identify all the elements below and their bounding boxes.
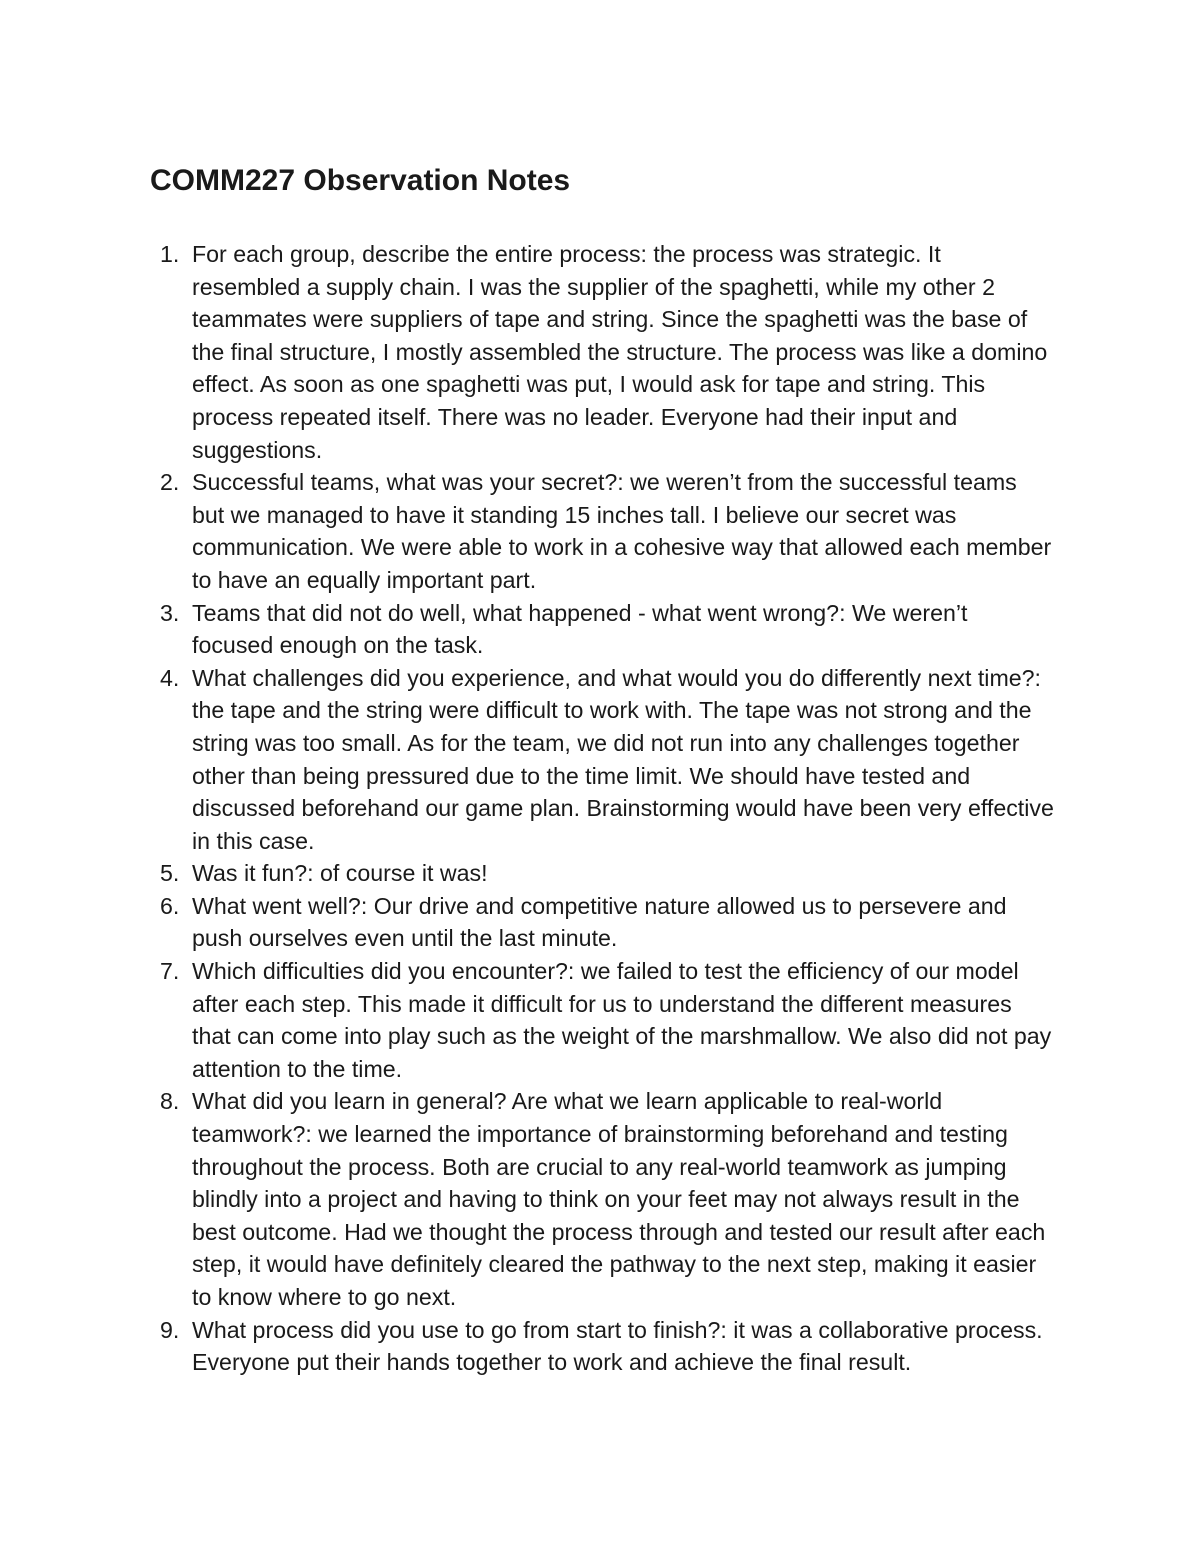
list-item-text: Was it fun?: of course it was!	[192, 860, 488, 887]
list-item-text: Which difficulties did you encounter?: we failed to test the efficiency of our model after each step. This made it difficult for us to understand the different measures that can come into play such as the weight of the marshmallow. We also did not pay attention to the time.	[192, 958, 1052, 1082]
list-item-text: Teams that did not do well, what happened - what went wrong?: We weren’t focused enough on the task.	[192, 599, 968, 659]
list-item	[150, 890, 1055, 955]
list-item-text: What process did you use to go from start to finish?: it was a collaborative process. Everyone put their hands together to work and achieve the final result.	[192, 1316, 1043, 1376]
document-title: COMM227 Observation Notes	[150, 164, 571, 197]
list-item-number: 9.	[160, 1316, 180, 1343]
list-item-number: 3.	[160, 599, 180, 626]
list-item-number: 7.	[160, 958, 180, 985]
list-item-number: 6.	[160, 892, 180, 919]
list-item	[150, 857, 1055, 890]
observation-notes-list	[150, 238, 1055, 1379]
list-item-number: 1.	[160, 241, 180, 267]
list-item	[150, 662, 1055, 858]
list-item	[150, 955, 1055, 1085]
list-item	[150, 466, 1055, 596]
list-item-text: Successful teams, what was your secret?: we weren’t from the successful teams but we managed to have it standing 15 inches tall. I believe our secret was communication. We were able to work in a cohesive way that allowed each member to have an equally important part.	[192, 469, 1052, 593]
list-item	[150, 597, 1055, 662]
list-item-text: What went well?: Our drive and competitive nature allowed us to persevere and push ourselves even until the last minute.	[192, 892, 1007, 952]
list-item-text: What challenges did you experience, and what would you do differently next time?: the tape and the string were difficult to work with. The tape was not strong and the string was too small. As for the team, we did not run into any challenges together other than being pressured due to the time limit. We should have tested and discussed beforehand our game plan. Brainstorming would have been very effective in this case.	[192, 664, 1054, 854]
list-item-number: 4.	[160, 664, 180, 691]
list-item	[150, 238, 1055, 466]
list-item-number: 5.	[160, 860, 180, 887]
list-item	[150, 1314, 1055, 1379]
list-item-number: 8.	[160, 1088, 180, 1115]
list-item-text: For each group, describe the entire process: the process was strategic. It resembled a supply chain. I was the supplier of the spaghetti, while my other 2 teammates were suppliers of tape and string. Since the spaghetti was the base of the final structure, I mostly assembled the structure. The process was like a domino effect. As soon as one spaghetti was put, I would ask for tape and string. This process repeated itself. There was no leader. Everyone had their input and suggestions.	[192, 241, 1048, 463]
list-item-number: 2.	[160, 469, 180, 496]
list-item-text: What did you learn in general? Are what we learn applicable to real-world teamwork?: we learned the importance of brainstorming beforehand and testing throughout the process. Both are crucial to any real-world teamwork as jumping blindly into a project and having to think on your feet may not always result in the best outcome. Had we thought the process through and tested our result after each step, it would have definitely cleared the pathway to the next step, making it easier to know where to go next.	[192, 1088, 1046, 1310]
list-item	[150, 1085, 1055, 1313]
